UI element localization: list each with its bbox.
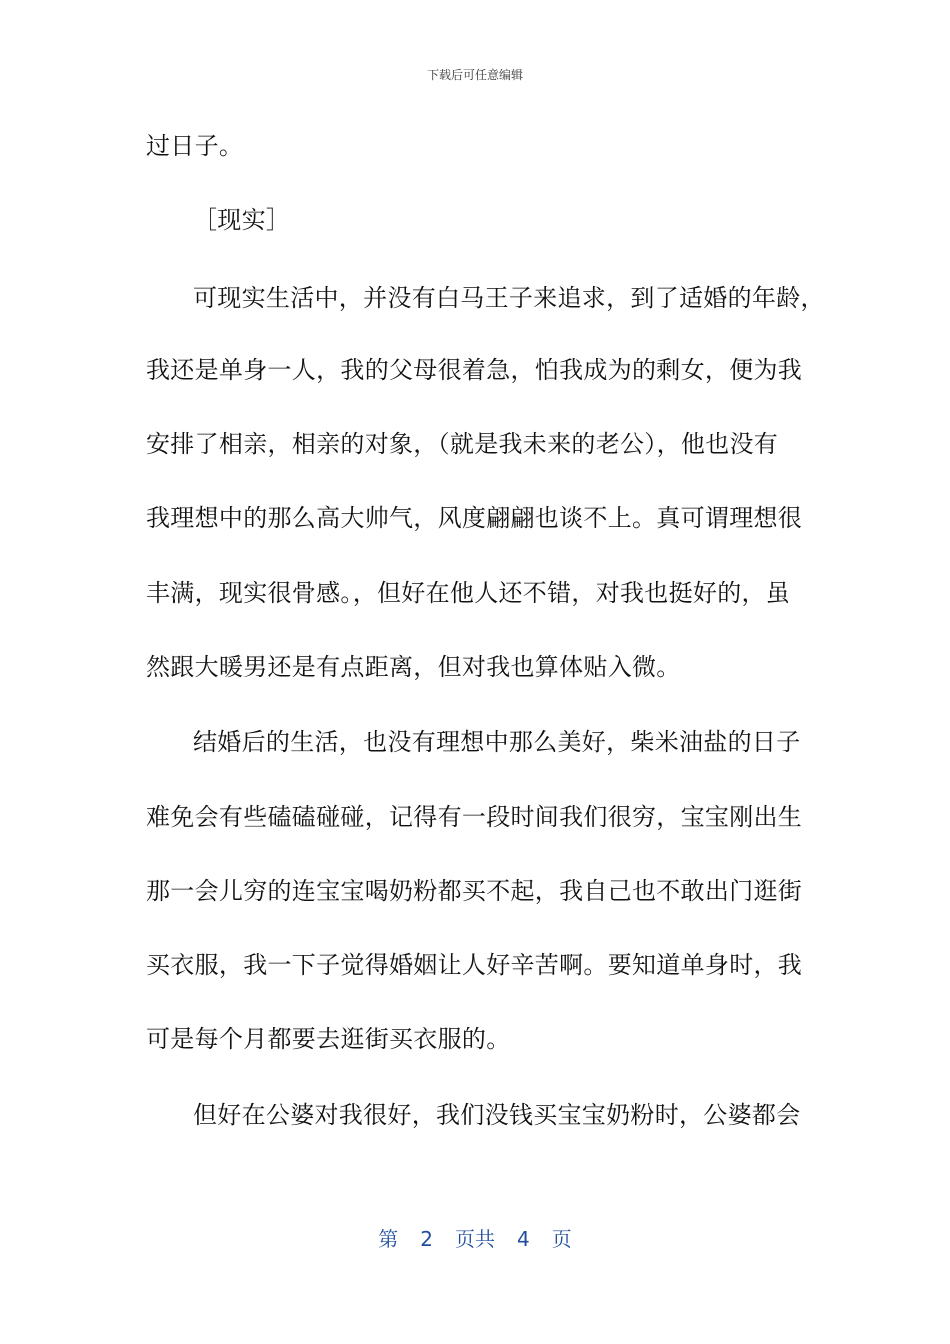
text-line: 过日子。 xyxy=(146,132,244,160)
total-pages-number: 4 xyxy=(517,1227,530,1251)
section-heading: ［现实］ xyxy=(193,206,291,234)
text-line: 难免会有些磕磕碰碰，记得有一段时间我们很穷，宝宝刚出生 xyxy=(146,803,803,831)
footer-prefix: 第 xyxy=(378,1227,399,1251)
text-line: 但好在公婆对我很好，我们没钱买宝宝奶粉时，公婆都会 xyxy=(193,1101,801,1129)
text-line: 结婚后的生活，也没有理想中那么美好，柴米油盐的日子 xyxy=(193,728,801,756)
text-line: 那一会儿穷的连宝宝喝奶粉都买不起，我自己也不敢出门逛街 xyxy=(146,877,803,905)
text-line: 买衣服，我一下子觉得婚姻让人好辛苦啊。要知道单身时，我 xyxy=(146,951,803,979)
page-header: 下载后可任意编辑 xyxy=(426,68,523,82)
text-line: 可是每个月都要去逛街买衣服的。 xyxy=(146,1025,511,1053)
text-line: 安排了相亲，相亲的对象，（就是我未来的老公），他也没有 xyxy=(146,430,779,458)
text-line: 我理想中的那么高大帅气，风度翩翩也谈不上。真可谓理想很 xyxy=(146,504,803,532)
footer-suffix: 页 xyxy=(551,1227,572,1251)
text-line: 可现实生活中，并没有白马王子来追求，到了适婚的年龄， xyxy=(193,284,825,312)
text-line: 然跟大暖男还是有点距离，但对我也算体贴入微。 xyxy=(146,653,681,681)
page-footer xyxy=(0,1226,950,1252)
text-line: 丰满，现实很骨感。，但好在他人还不错，对我也挺好的，虽 xyxy=(146,579,791,607)
footer-middle: 页共 xyxy=(455,1227,495,1251)
current-page-number: 2 xyxy=(420,1227,433,1251)
text-line: 我还是单身一人，我的父母很着急，怕我成为的剩女，便为我 xyxy=(146,356,803,384)
